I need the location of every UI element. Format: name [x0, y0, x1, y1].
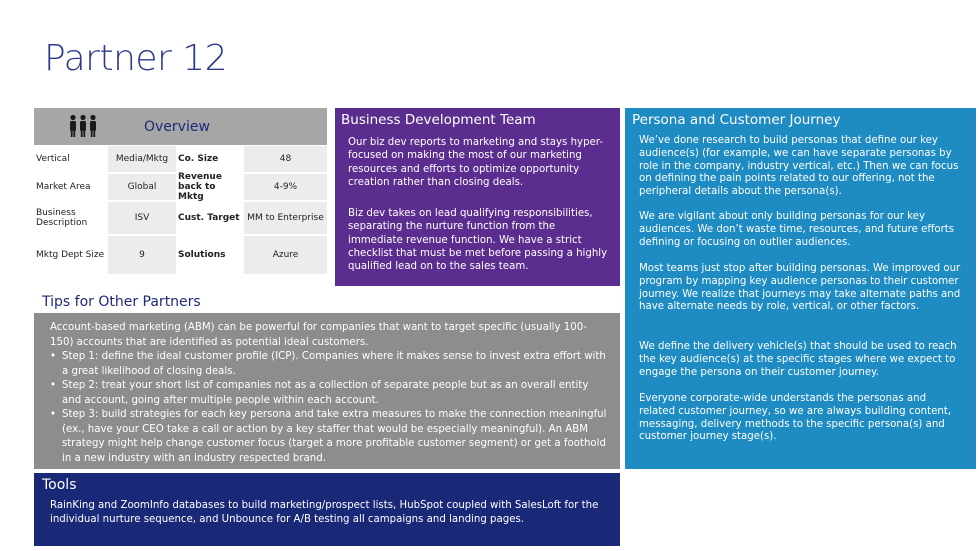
tips-header	[34, 291, 620, 313]
tools-title: Tools	[42, 477, 77, 493]
persona-paragraph-1: We’ve done research to build personas that define our key audience(s) (for example, we can have separate personas by role in the company, industry vertical, etc.) Then we can focus on defining the pain points related to our offering, not the peripheral details about the persona(s).	[639, 135, 959, 198]
overview-title: Overview	[144, 119, 210, 135]
row-label-2: Solutions	[178, 236, 242, 274]
row-label-2: Co. Size	[178, 146, 242, 172]
row-value: 9	[108, 236, 176, 274]
persona-paragraph-4: We define the delivery vehicle(s) that should be used to reach the key audience(s) at the specific stages where we expect to engage the persona on their customer journey.	[639, 341, 957, 378]
persona-title: Persona and Customer Journey	[632, 112, 841, 128]
page-title: Partner 12	[44, 38, 228, 79]
row-value-2: MM to Enterprise	[244, 202, 327, 234]
bdt-paragraph-1: Our biz dev reports to marketing and stays hyper-focused on making the most of our marketing resources and efforts to optimize opportunity creation rather than closing deals.	[348, 137, 604, 188]
persona-paragraph-5: Everyone corporate-wide understands the personas and related customer journey, so we are always building content, messaging, delivery methods to the specific persona(s) and customer journey stage(s).	[639, 393, 952, 443]
list-item: • Step 3: build strategies for each key persona and take extra measures to make the connection meaningful (ex., have your CEO take a call or action by a key staffer that would be especially meaningful). An ABM strategy might help change customer focus (target a more profitable customer segment) or get a foothold in a new industry with an industry respected brand.	[50, 408, 610, 466]
table-row	[34, 236, 327, 274]
persona-paragraph-2: We are vigilant about only building personas for our key audiences. We don’t waste time, resources, and future efforts defining or focusing on outlier audiences.	[639, 211, 955, 248]
tools-panel	[34, 473, 620, 546]
table-row	[34, 174, 327, 200]
business-development-panel	[335, 108, 620, 286]
tips-panel	[34, 313, 620, 469]
tips-title: Tips for Other Partners	[42, 294, 201, 310]
row-value-2: Azure	[244, 236, 327, 274]
persona-paragraph-3: Most teams just stop after building personas. We improved our program by mapping key audience personas to their customer journey. We realize that journeys may take alternate paths and have alternate needs by role, vertical, or other factors.	[639, 263, 961, 313]
row-value: ISV	[108, 202, 176, 234]
bdt-title: Business Development Team	[341, 112, 536, 128]
persona-panel	[625, 108, 976, 469]
row-value-2: 4-9%	[244, 174, 327, 200]
row-label: Business Description	[34, 202, 106, 234]
bdt-paragraph-2: Biz dev takes on lead qualifying responsibilities, separating the nurture function from the immediate revenue function. We have a strict checklist that must be met before passing a highly qualified lead on to the sales team.	[348, 208, 608, 273]
list-item: • Step 1: define the ideal customer profile (ICP). Companies where it makes sense to invest extra effort with a great likelihood of closing deals.	[50, 350, 610, 379]
list-item: • Step 2: treat your short list of companies not as a collection of separate people but as an overall entity and account, going after multiple people within each account.	[50, 379, 610, 408]
people-group-icon	[68, 114, 98, 142]
table-row	[34, 202, 327, 234]
row-label-2: Cust. Target	[178, 202, 242, 234]
overview-header	[34, 108, 327, 145]
row-value-2: 48	[244, 146, 327, 172]
tips-intro: Account-based marketing (ABM) can be powerful for companies that want to target specific (usually 100-150) accounts that are identified as potential ideal customers.	[50, 322, 587, 348]
table-row	[34, 146, 327, 172]
tips-steps	[50, 350, 610, 466]
row-value: Media/Mktg	[108, 146, 176, 172]
row-label-2: Revenue back to Mktg	[178, 174, 242, 200]
row-label: Mktg Dept Size	[34, 236, 106, 274]
row-label: Vertical	[34, 146, 106, 172]
row-value: Global	[108, 174, 176, 200]
tools-text: RainKing and ZoomInfo databases to build marketing/prospect lists, HubSpot coupled with SalesLoft for the individual nurture sequence, and Unbounce for A/B testing all campaigns and landing pages.	[50, 500, 599, 525]
row-label: Market Area	[34, 174, 106, 200]
